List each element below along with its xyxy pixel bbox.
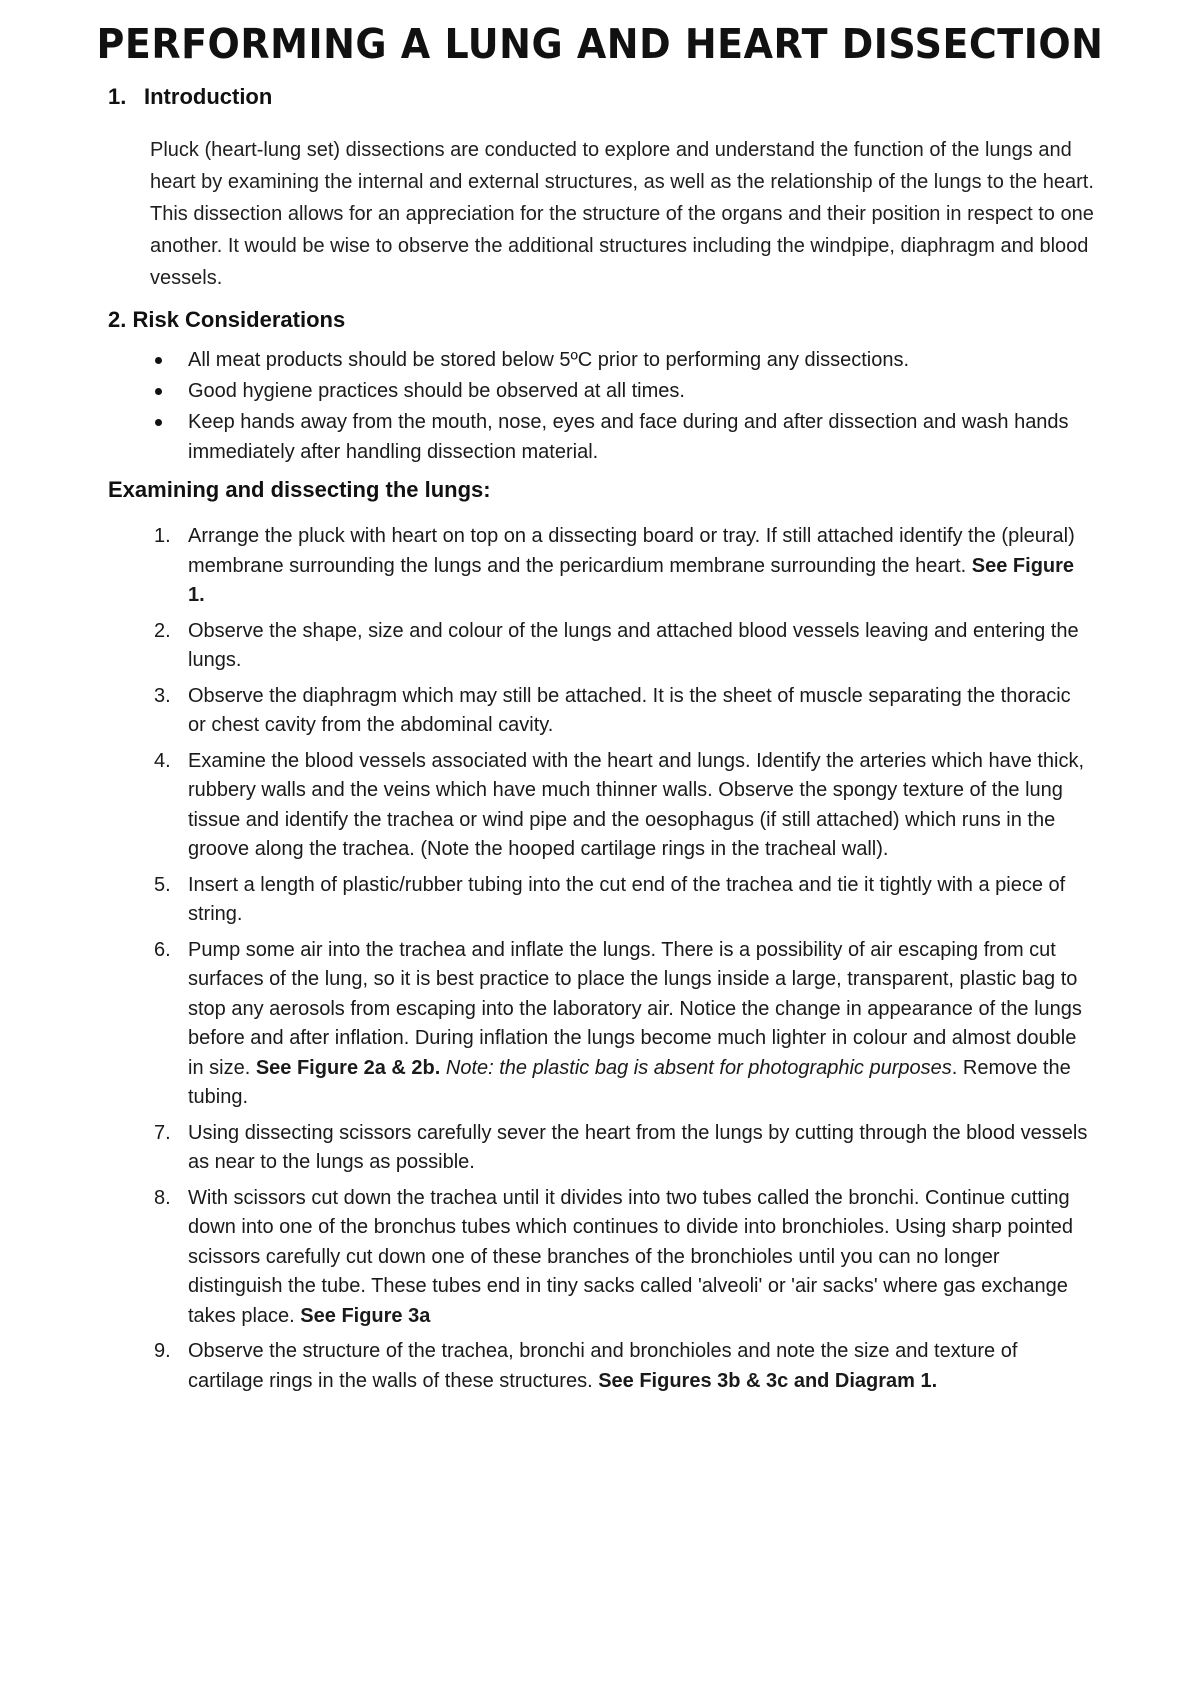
bullet-icon bbox=[155, 388, 162, 395]
step-text: Observe the shape, size and colour of the lungs and attached blood vessels leaving and entering the lungs. bbox=[188, 619, 1079, 671]
risk-list bbox=[150, 345, 1090, 468]
step-number: 9. bbox=[154, 1340, 171, 1362]
risk-heading: 2. Risk Considerations bbox=[108, 307, 346, 332]
risk-text: Keep hands away from the mouth, nose, eyes and face during and after dissection and wash hands immediately after handling dissection material. bbox=[188, 411, 1069, 463]
list-item bbox=[150, 407, 1090, 467]
step-text-tail: . Remove the tubing. bbox=[188, 1056, 1071, 1108]
figure-reference: See Figure 1. bbox=[188, 554, 1075, 606]
intro-heading bbox=[108, 84, 272, 110]
step-text: With scissors cut down the trachea until it divides into two tubes called the bronchi. Continue cutting down into one of the bronchus tubes which continues to divide into bronchioles. Using sharp pointed scissors carefully cut down one of these branches of the bronchioles until you can no longer distinguish the tube. These tubes end in tiny sacks called 'alveoli' or 'air sacks' where gas exchange takes place. bbox=[188, 1186, 1074, 1327]
step-number: 6. bbox=[154, 938, 171, 961]
list-item bbox=[148, 1184, 1088, 1332]
list-item bbox=[150, 345, 1090, 375]
list-item bbox=[148, 936, 1088, 1113]
step-number: 2. bbox=[154, 619, 171, 642]
step-text: Observe the structure of the trachea, bronchi and bronchioles and note the size and texture of cartilage rings in the walls of these structures. bbox=[188, 1340, 1018, 1392]
page-title: PERFORMING A LUNG AND HEART DISSECTION bbox=[96, 20, 1104, 68]
step-text: Examine the blood vessels associated with the heart and lungs. Identify the arteries which have thick, rubbery walls and the veins which have much thinner walls. Observe the spongy texture of the lung tissue and identify the trachea or wind pipe and the oesophagus (if still attached) which runs in the groove along the trachea. (Note the hooped cartilage rings in the tracheal wall). bbox=[188, 749, 1085, 860]
step-text: Insert a length of plastic/rubber tubing into the cut end of the trachea and tie it tightly with a piece of string. bbox=[188, 873, 1066, 925]
list-item bbox=[148, 747, 1088, 865]
figure-reference: See Figure 2a & 2b. bbox=[255, 1056, 441, 1079]
step-text: Observe the diaphragm which may still be attached. It is the sheet of muscle separating the thoracic or chest cavity from the abdominal cavity. bbox=[188, 684, 1071, 736]
risk-text: All meat products should be stored below 5ºC prior to performing any dissections. bbox=[188, 349, 909, 371]
figure-reference: See Figure 3a bbox=[300, 1304, 431, 1327]
list-item bbox=[148, 617, 1088, 676]
bullet-icon bbox=[155, 357, 162, 364]
photo-note: Note: the plastic bag is absent for photographic purposes bbox=[445, 1056, 952, 1079]
list-item bbox=[148, 1119, 1088, 1178]
intro-heading-text: Introduction bbox=[144, 84, 273, 109]
step-text: Pump some air into the trachea and inflate the lungs. There is a possibility of air escaping from cut surfaces of the lung, so it is best practice to place the lungs inside a large, transparent, plastic bag to stop any aerosols from escaping into the laboratory air. Notice the change in appearance of the lungs before and after inflation. During inflation the lungs become much lighter in colour and almost double in size. bbox=[188, 938, 1082, 1079]
step-text: Arrange the pluck with heart on top on a dissecting board or tray. If still attached identify the (pleural) membrane surrounding the lungs and the pericardium membrane surrounding the heart. bbox=[188, 525, 1075, 577]
list-item bbox=[148, 871, 1088, 930]
steps-list bbox=[148, 522, 1088, 1402]
step-number: 4. bbox=[154, 749, 171, 772]
step-number: 7. bbox=[154, 1121, 171, 1144]
step-text: Using dissecting scissors carefully sever the heart from the lungs by cutting through the blood vessels as near to the lungs as possible. bbox=[188, 1121, 1088, 1173]
list-item bbox=[148, 1337, 1088, 1396]
step-number: 5. bbox=[154, 873, 171, 896]
risk-text: Good hygiene practices should be observed at all times. bbox=[188, 380, 685, 402]
list-item bbox=[148, 682, 1088, 741]
list-item bbox=[148, 522, 1088, 611]
step-number: 3. bbox=[154, 684, 171, 707]
intro-heading-number: 1. bbox=[108, 84, 127, 109]
figure-reference: See Figures 3b & 3c and Diagram 1. bbox=[598, 1369, 938, 1392]
bullet-icon bbox=[155, 419, 162, 426]
list-item bbox=[150, 376, 1090, 406]
intro-paragraph: Pluck (heart-lung set) dissections are conducted to explore and understand the function of the lungs and heart by examining the internal and external structures, as well as the relationship of the lungs to the heart. This dissection allows for an appreciation for the structure of the organs and their position in respect to one another. It would be wise to observe the additional structures including the windpipe, diaphragm and blood vessels. bbox=[150, 139, 1094, 289]
step-number: 8. bbox=[154, 1186, 171, 1209]
step-number: 1. bbox=[154, 525, 171, 547]
lungs-heading: Examining and dissecting the lungs: bbox=[108, 477, 491, 502]
